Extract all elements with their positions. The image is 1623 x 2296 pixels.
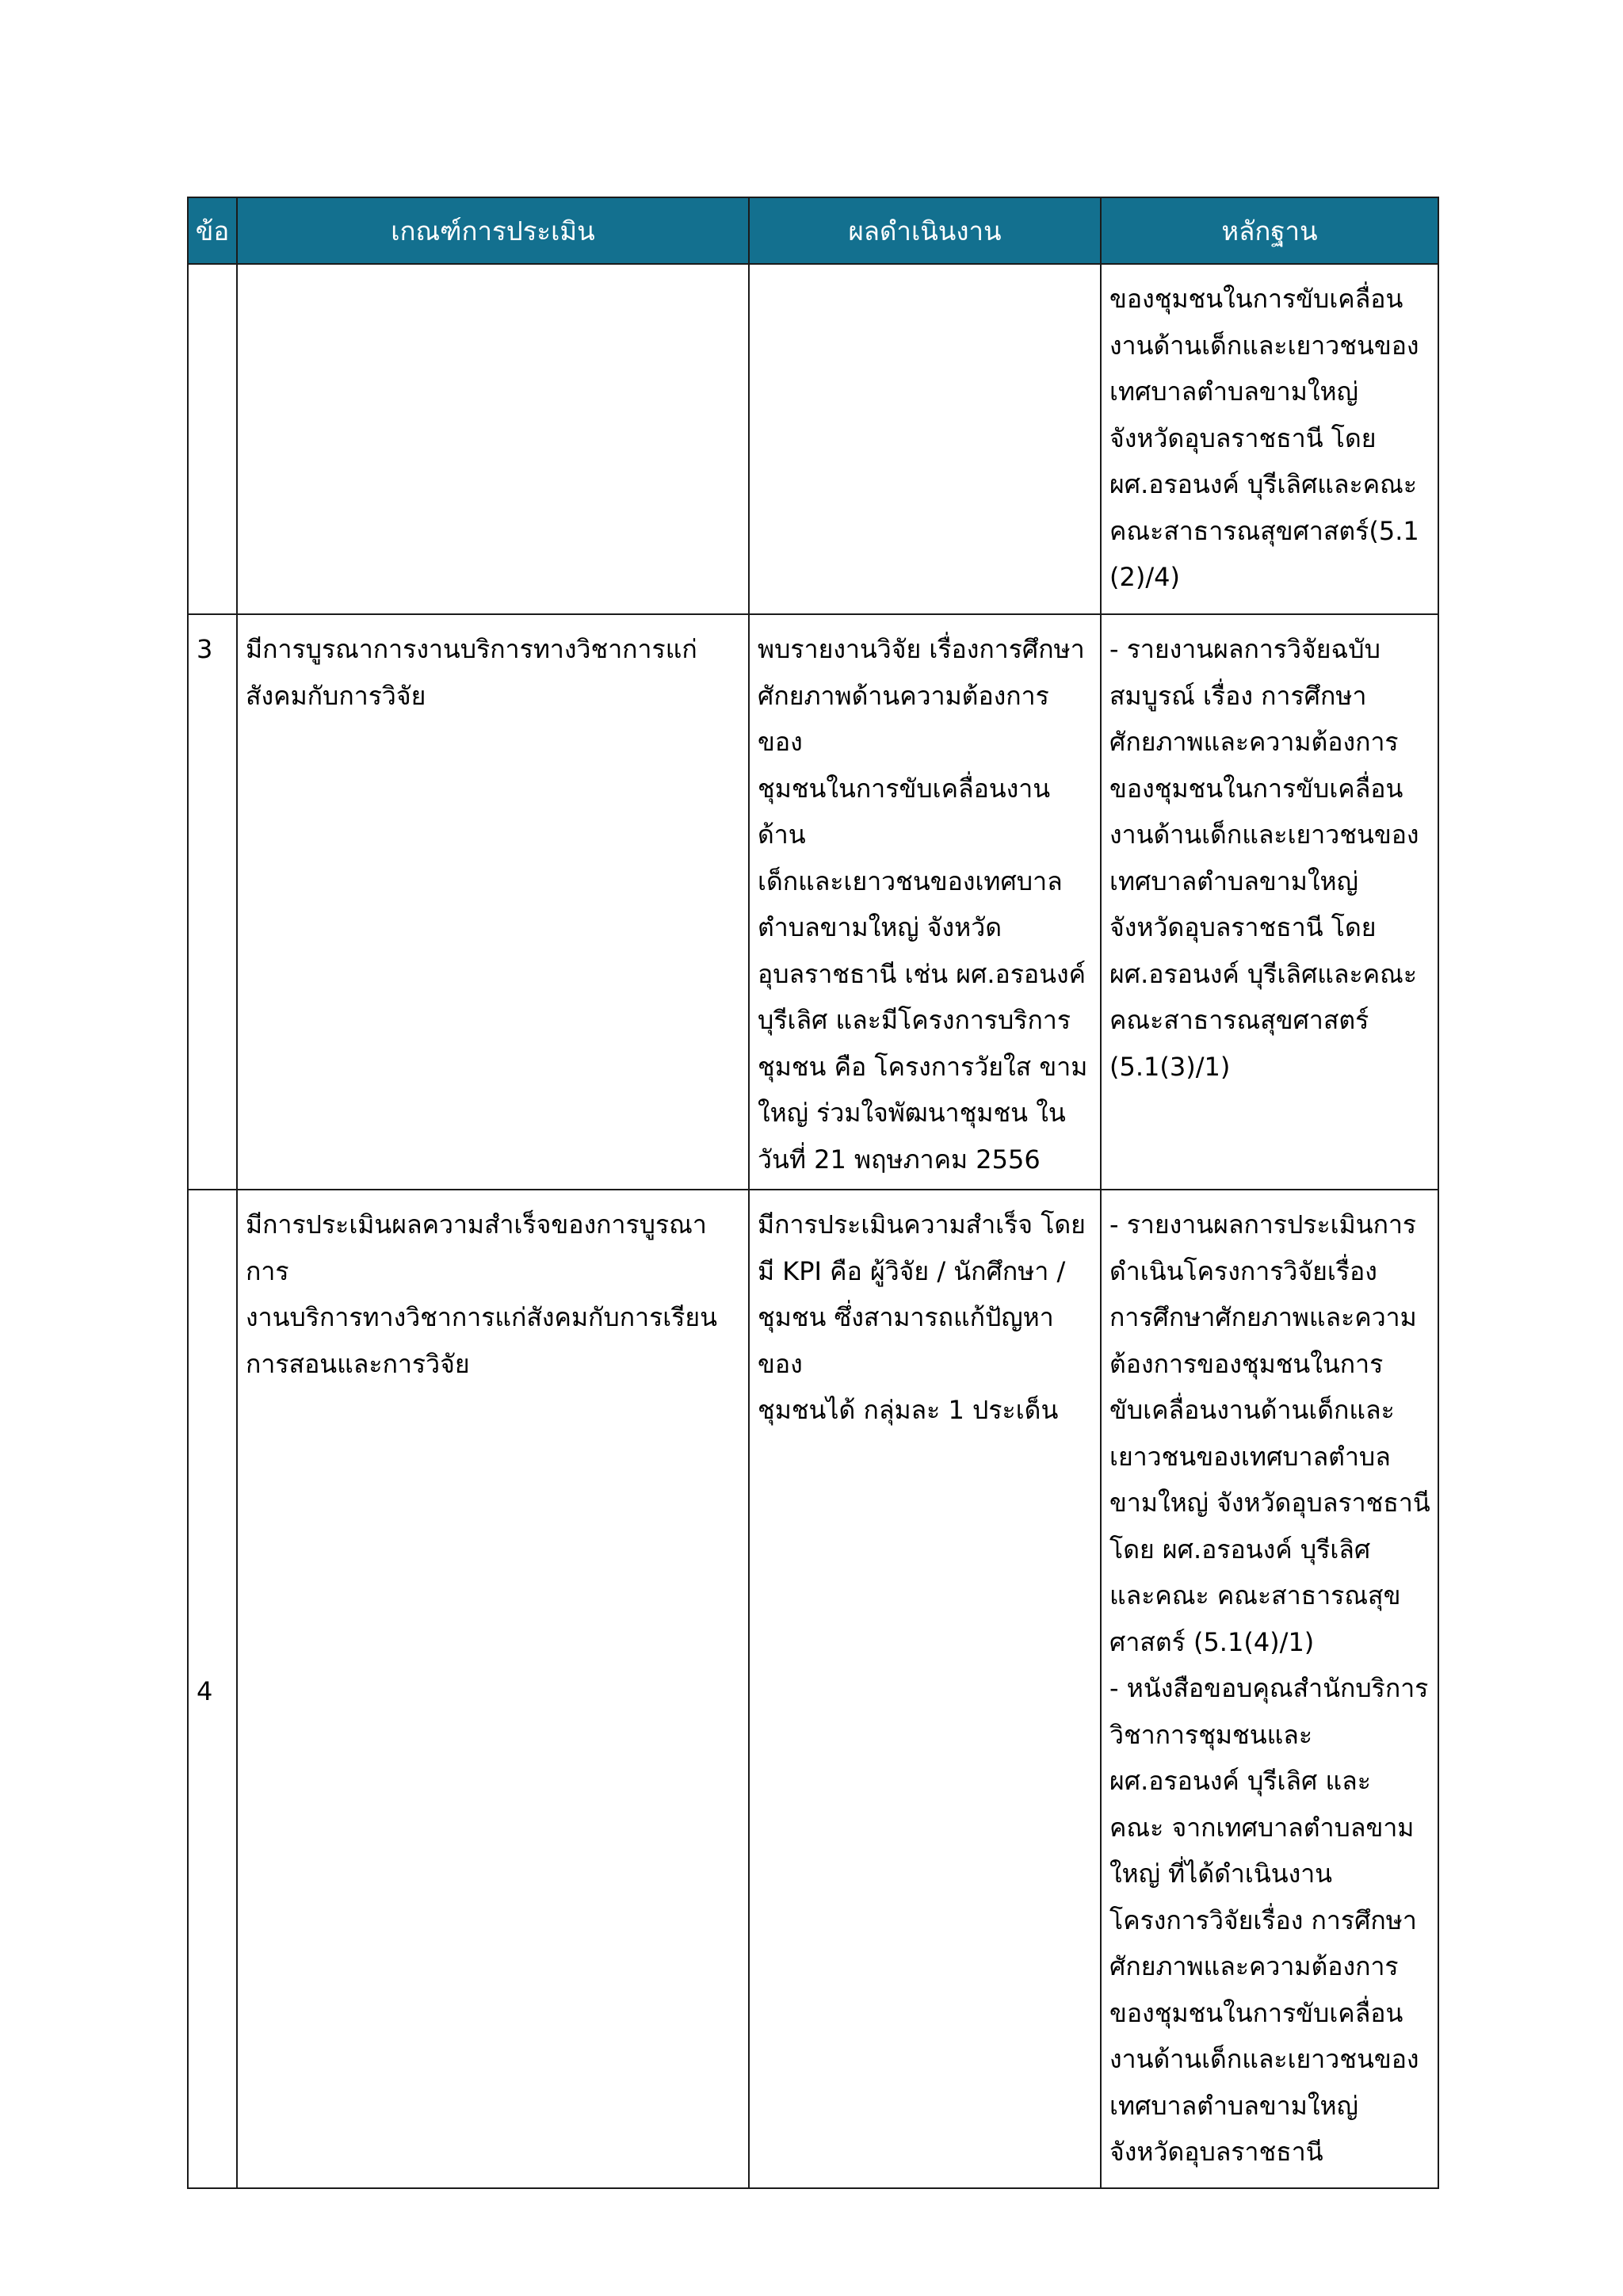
row-criteria-cell: มีการบูรณาการงานบริการทางวิชาการแก่ สังคมกับการวิจัย [237, 614, 749, 1190]
table-row [188, 1190, 1438, 2188]
table-body [188, 264, 1438, 2188]
row-criteria-cell: มีการประเมินผลความสำเร็จของการบูรณาการ งานบริการทางวิชาการแก่สังคมกับการเรียน การสอนและการวิจัย [237, 1190, 749, 2188]
row-criteria-cell [237, 264, 749, 614]
row-no-cell: 3 [188, 614, 237, 1190]
row-evidence-cell: - รายงานผลการประเมินการ ดำเนินโครงการวิจัยเรื่อง การศึกษาศักยภาพและความ ต้องการของชุมชนในการ ขับเคลื่อนงานด้านเด็กและ เยาวชนของเทศบาลตำบล ขามใหญ่ จังหวัดอุบลราชธานี โดย ผศ.อรอนงค์ บุรีเลิศ และคณะ คณะสาธารณสุข ศาสตร์ (5.1(4)/1) - หนังสือขอบคุณสำนักบริการ วิชาการชุมชนและ ผศ.อรอนงค์ บุรีเลิศ และ คณะ จากเทศบาลตำบลขาม ใหญ่ ที่ได้ดำเนินงาน โครงการวิจัยเรื่อง การศึกษา ศักยภาพและความต้องการ ของชุมชนในการขับเคลื่อน งานด้านเด็กและเยาวชนของ เทศบาลตำบลขามใหญ่ จังหวัดอุบลราชธานี [1101, 1190, 1438, 2188]
row-evidence-cell: - รายงานผลการวิจัยฉบับ สมบูรณ์ เรื่อง การศึกษา ศักยภาพและความต้องการ ของชุมชนในการขับเคลื่อน งานด้านเด็กและเยาวชนของ เทศบาลตำบลขามใหญ่ จังหวัดอุบลราชธานี โดย ผศ.อรอนงค์ บุรีเลิศและคณะ คณะสาธารณสุขศาสตร์ (5.1(3)/1) [1101, 614, 1438, 1190]
table-row [188, 614, 1438, 1190]
table-row [188, 264, 1438, 614]
table-header [188, 197, 1438, 264]
row-no-cell: 4 [188, 1190, 237, 2188]
header-result: ผลดำเนินงาน [749, 197, 1101, 264]
row-result-cell: พบรายงานวิจัย เรื่องการศึกษา ศักยภาพด้านความต้องการของ ชุมชนในการขับเคลื่อนงานด้าน เด็กและเยาวชนของเทศบาล ตำบลขามใหญ่ จังหวัด อุบลราชธานี เช่น ผศ.อรอนงค์ บุรีเลิศ และมีโครงการบริการ ชุมชน คือ โครงการวัยใส ขาม ใหญ่ ร่วมใจพัฒนาชุมชน ใน วันที่ 21 พฤษภาคม 2556 [749, 614, 1101, 1190]
row-result-cell [749, 264, 1101, 614]
header-no: ข้อ [188, 197, 237, 264]
header-row [188, 197, 1438, 264]
row-result-cell: มีการประเมินความสำเร็จ โดย มี KPI คือ ผู้วิจัย / นักศึกษา / ชุมชน ซึ่งสามารถแก้ปัญหาของ ชุมชนได้ กลุ่มละ 1 ประเด็น [749, 1190, 1101, 2188]
row-no-cell [188, 264, 237, 614]
row-evidence-cell: ของชุมชนในการขับเคลื่อน งานด้านเด็กและเยาวชนของ เทศบาลตำบลขามใหญ่ จังหวัดอุบลราชธานี โดย ผศ.อรอนงค์ บุรีเลิศและคณะ คณะสาธารณสุขศาสตร์(5.1 (2)/4) [1101, 264, 1438, 614]
header-evidence: หลักฐาน [1101, 197, 1438, 264]
header-criteria: เกณฑ์การประเมิน [237, 197, 749, 264]
assessment-table [187, 197, 1439, 2189]
